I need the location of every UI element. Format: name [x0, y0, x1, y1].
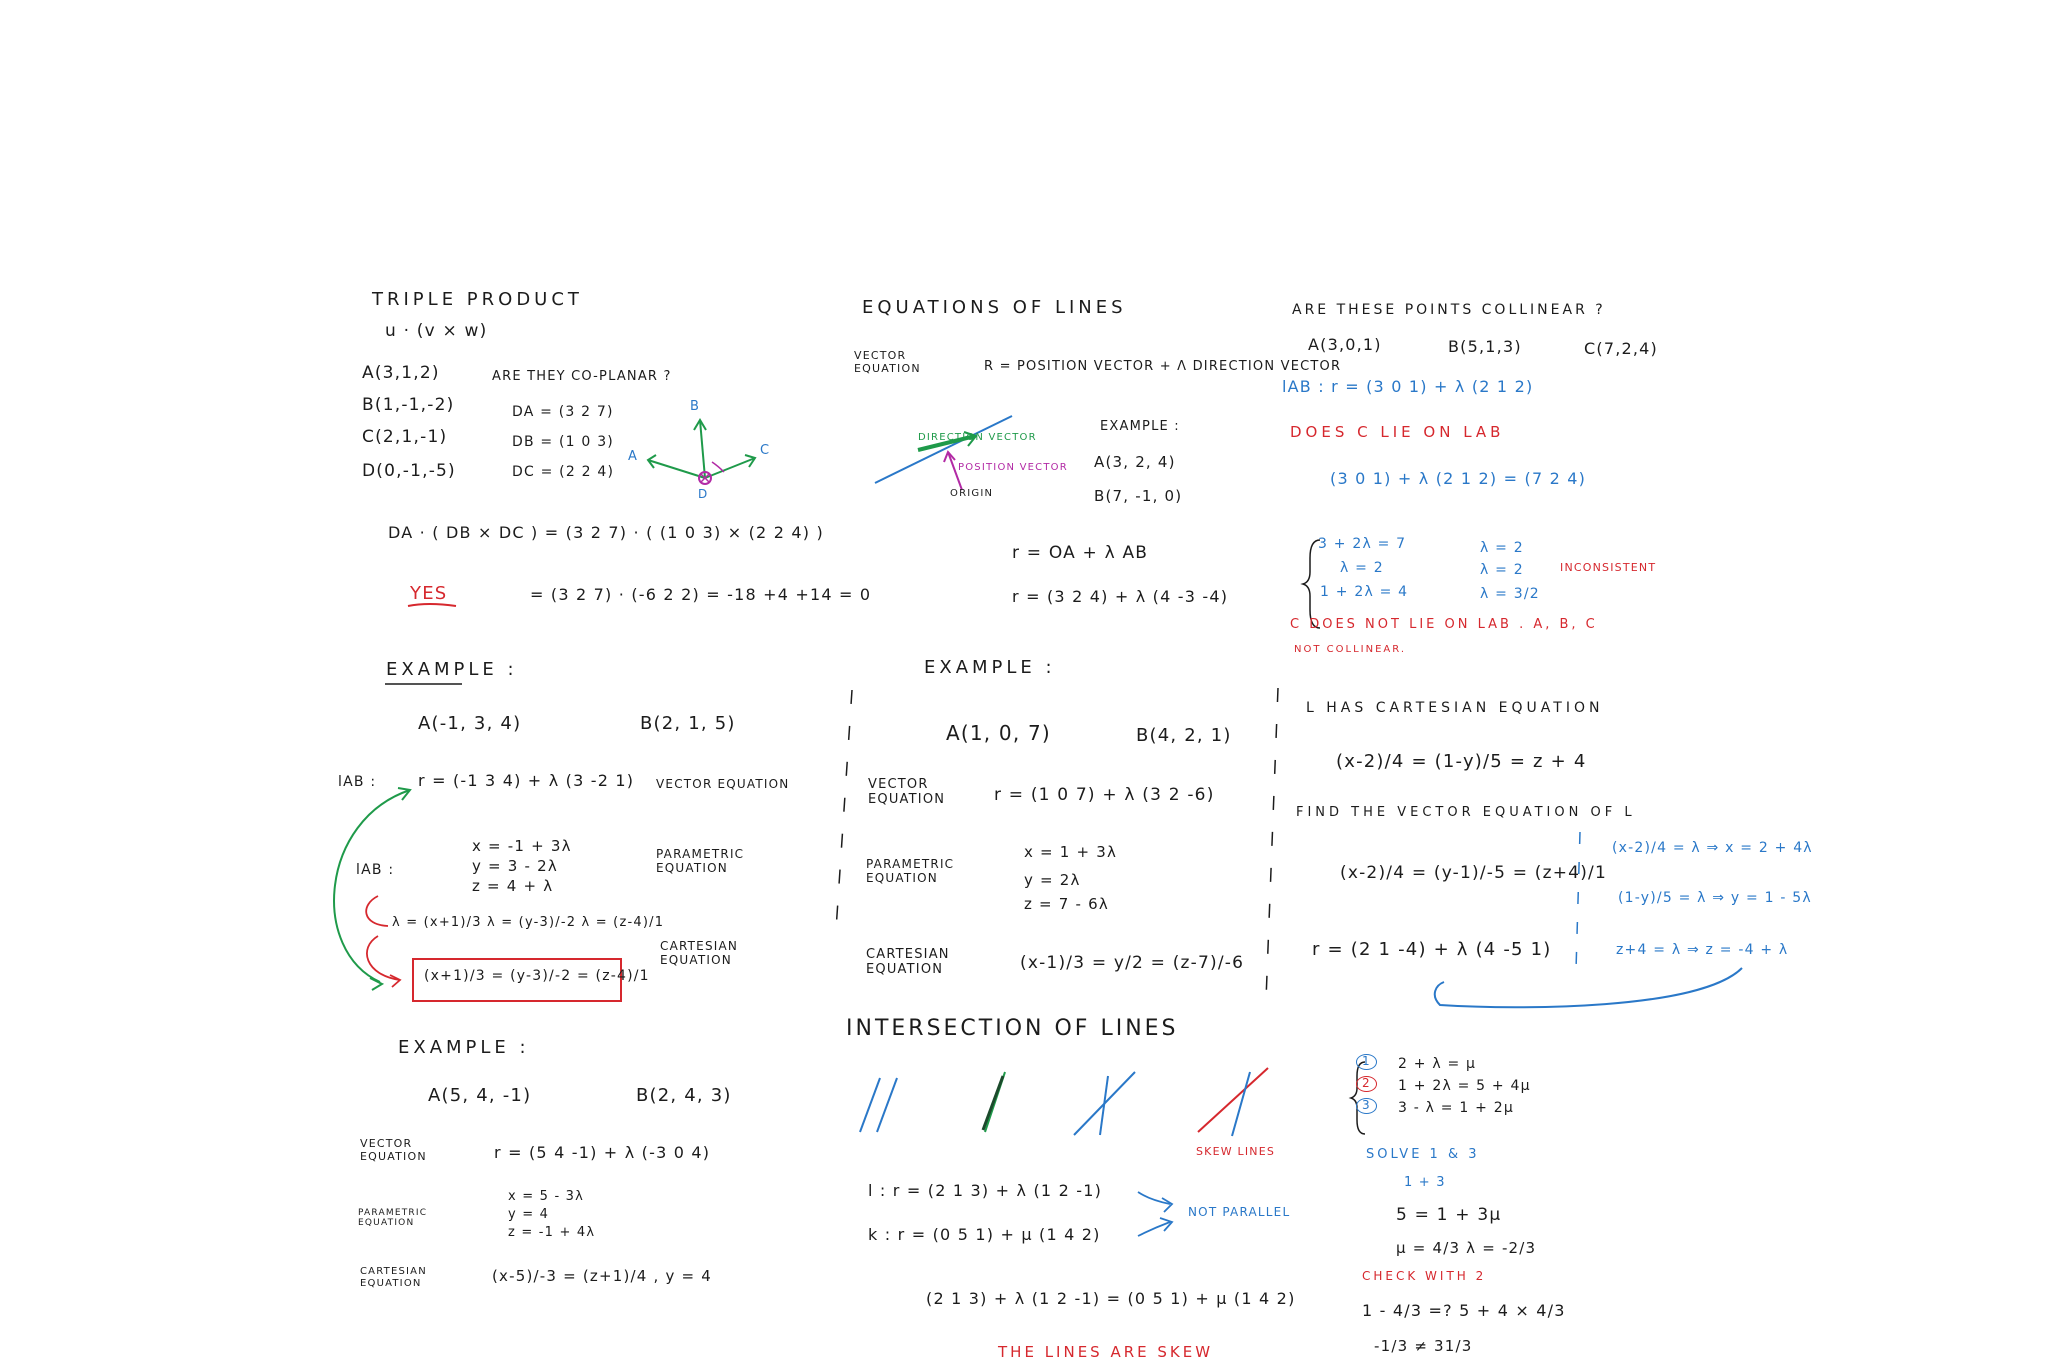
example-2-title: EXAMPLE : [398, 1037, 530, 1058]
vectors-sketch [648, 420, 755, 484]
collinear-point-b: B(5,1,3) [1448, 337, 1522, 356]
collinear-point-a: A(3,0,1) [1308, 335, 1382, 354]
collinear-system-3: 1 + 2λ = 4 [1320, 584, 1409, 600]
point-a: A(3,1,2) [362, 363, 440, 383]
line-l-equation: l : r = (2 1 3) + λ (1 2 -1) [868, 1181, 1103, 1200]
collinear-conclusion-2: NOT COLLINEAR. [1294, 644, 1406, 655]
cartesian-equation-given: (x-2)/4 = (1-y)/5 = z + 4 [1336, 751, 1587, 772]
example-2-vector-eq: r = (5 4 -1) + λ (-3 0 4) [494, 1143, 711, 1162]
vector-equation-label: VECTOR EQUATION [854, 349, 921, 375]
system-eq-3: 3 - λ = 1 + 2μ [1398, 1100, 1514, 1116]
example-1-param-y: y = 3 - 2λ [472, 857, 558, 875]
collinear-lab-equation: lAB : r = (3 0 1) + λ (2 1 2) [1282, 377, 1534, 396]
eq-number-1: 1 [1356, 1054, 1377, 1070]
label-d: D [698, 487, 709, 501]
example-3-point-a: A(1, 0, 7) [946, 721, 1051, 745]
system-eq-1: 2 + λ = μ [1398, 1056, 1477, 1072]
point-b: B(1,-1,-2) [362, 395, 455, 415]
intersection-equation: (2 1 3) + λ (1 2 -1) = (0 5 1) + μ (1 4 2) [926, 1289, 1296, 1308]
example-1-param-z: z = 4 + λ [472, 877, 554, 895]
equations-point-a: A(3, 2, 4) [1094, 453, 1176, 471]
equations-example-title: EXAMPLE : [1100, 419, 1180, 434]
check-line-2: -1/3 ≠ 31/3 [1374, 1337, 1473, 1355]
example-2-param-x: x = 5 - 3λ [508, 1189, 585, 1204]
collinear-title: ARE THESE POINTS COLLINEAR ? [1292, 302, 1606, 318]
collinear-conclusion-1: C DOES NOT LIE ON LAB . A, B, C [1290, 617, 1598, 632]
vector-equation-definition: R = POSITION VECTOR + Λ DIRECTION VECTOR [984, 359, 1342, 374]
example-3-param-z: z = 7 - 6λ [1024, 895, 1109, 913]
cartesian-equation-rewritten: (x-2)/4 = (y-1)/-5 = (z+4)/1 [1340, 863, 1607, 883]
solve-result-2: μ = 4/3 λ = -2/3 [1396, 1239, 1537, 1257]
skew-lines-label: SKEW LINES [1196, 1145, 1276, 1158]
find-vector-equation: FIND THE VECTOR EQUATION OF L [1296, 805, 1636, 820]
solve-combination: 1 + 3 [1404, 1175, 1446, 1190]
triple-product-formula: u · (v × w) [385, 321, 488, 341]
not-parallel-label: NOT PARALLEL [1188, 1205, 1291, 1219]
example-2-param-z: z = -1 + 4λ [508, 1225, 596, 1240]
vector-db: DB = (1 0 3) [512, 434, 614, 450]
triple-calc-1: DA · ( DB × DC ) = (3 2 7) · ( (1 0 3) × (2 2 4) ) [388, 523, 824, 542]
solve-result-1: 5 = 1 + 3μ [1396, 1205, 1502, 1225]
collinear-result-2: λ = 2 [1480, 562, 1524, 578]
position-vector-label: POSITION VECTOR [958, 462, 1068, 473]
vector-dc: DC = (2 2 4) [512, 464, 615, 480]
example-1-param-x: x = -1 + 3λ [472, 837, 572, 855]
blue-step-x: (x-2)/4 = λ ⇒ x = 2 + 4λ [1612, 840, 1813, 856]
example-2-cartesian-label: CARTESIAN EQUATION [360, 1266, 427, 1289]
example-3-point-b: B(4, 2, 1) [1136, 725, 1232, 746]
blue-step-y: (1-y)/5 = λ ⇒ y = 1 - 5λ [1618, 890, 1812, 906]
collinear-point-c: C(7,2,4) [1584, 339, 1658, 358]
example-3-cartesian-eq: (x-1)/3 = y/2 = (z-7)/-6 [1020, 953, 1245, 973]
example-3-param-label: PARAMETRIC EQUATION [866, 857, 955, 885]
example-2-param-label: PARAMETRIC EQUATION [358, 1208, 428, 1229]
collinear-equation: (3 0 1) + λ (2 1 2) = (7 2 4) [1330, 469, 1587, 488]
example-1-vector-label: VECTOR EQUATION [656, 777, 790, 791]
cartesian-vector-result: r = (2 1 -4) + λ (4 -5 1) [1312, 939, 1552, 960]
eq-number-2: 2 [1356, 1076, 1377, 1092]
example-1-title: EXAMPLE : [386, 659, 518, 680]
example-1-param-label: PARAMETRIC EQUATION [656, 847, 745, 875]
point-d: D(0,-1,-5) [362, 461, 456, 481]
solve-instruction: SOLVE 1 & 3 [1366, 1147, 1480, 1162]
example-3-cartesian-label: CARTESIAN EQUATION [866, 947, 950, 977]
example-3-vector-label: VECTOR EQUATION [868, 777, 946, 807]
equations-point-b: B(7, -1, 0) [1094, 487, 1183, 505]
origin-label: ORIGIN [950, 488, 994, 499]
label-a: A [628, 449, 639, 464]
example-1-vector-eq: r = (-1 3 4) + λ (3 -2 1) [418, 771, 635, 790]
example-2-point-a: A(5, 4, -1) [428, 1085, 532, 1106]
check-line-1: 1 - 4/3 =? 5 + 4 × 4/3 [1362, 1301, 1566, 1320]
vector-da: DA = (3 2 7) [512, 404, 614, 420]
eq-number-3: 3 [1356, 1098, 1377, 1114]
example-1-cartesian-eq: (x+1)/3 = (y-3)/-2 = (z-4)/1 [424, 968, 650, 984]
example-3-title: EXAMPLE : [924, 657, 1056, 678]
cartesian-intro: L HAS CARTESIAN EQUATION [1306, 700, 1604, 716]
example-3-vector-eq: r = (1 0 7) + λ (3 2 -6) [994, 785, 1215, 805]
collinear-result-1: λ = 2 [1480, 540, 1524, 556]
equations-r-oa-ab: r = OA + λ AB [1012, 543, 1149, 563]
equations-r-values: r = (3 2 4) + λ (4 -3 -4) [1012, 587, 1229, 606]
blue-step-z: z+4 = λ ⇒ z = -4 + λ [1616, 942, 1789, 958]
inconsistent-label: INCONSISTENT [1560, 561, 1657, 574]
collinear-system-2: λ = 2 [1340, 560, 1384, 576]
example-1-lab-2: lAB : [356, 862, 395, 878]
example-2-cartesian-eq: (x-5)/-3 = (z+1)/4 , y = 4 [492, 1267, 712, 1285]
coplanar-question: ARE THEY CO-PLANAR ? [492, 369, 672, 384]
example-2-param-y: y = 4 [508, 1207, 550, 1222]
label-b: B [690, 399, 701, 414]
collinear-system-1: 3 + 2λ = 7 [1318, 536, 1407, 552]
check-instruction: CHECK WITH 2 [1362, 1269, 1487, 1283]
collinear-question: DOES C LIE ON LAB [1290, 423, 1505, 441]
coplanar-answer: YES [410, 583, 448, 604]
example-1-point-a: A(-1, 3, 4) [418, 713, 522, 734]
direction-vector-label: DIRECTION VECTOR [918, 432, 1037, 443]
equations-of-lines-title: EQUATIONS OF LINES [862, 297, 1127, 318]
example-2-point-b: B(2, 4, 3) [636, 1085, 732, 1106]
line-k-equation: k : r = (0 5 1) + μ (1 4 2) [868, 1225, 1101, 1244]
label-c: C [760, 443, 771, 458]
example-3-param-x: x = 1 + 3λ [1024, 843, 1118, 861]
example-2-vector-label: VECTOR EQUATION [360, 1137, 427, 1163]
collinear-result-3: λ = 3/2 [1480, 586, 1540, 602]
example-1-lab-1: lAB : [338, 774, 377, 790]
example-1-point-b: B(2, 1, 5) [640, 713, 736, 734]
system-eq-2: 1 + 2λ = 5 + 4μ [1398, 1078, 1531, 1094]
point-c: C(2,1,-1) [362, 427, 448, 447]
skew-conclusion: THE LINES ARE SKEW [998, 1343, 1214, 1361]
example-3-param-y: y = 2λ [1024, 871, 1081, 889]
triple-product-title: TRIPLE PRODUCT [372, 289, 583, 310]
intersection-title: INTERSECTION OF LINES [846, 1016, 1179, 1041]
triple-calc-2: = (3 2 7) · (-6 2 2) = -18 +4 +14 = 0 [530, 585, 872, 604]
example-1-cartesian-label: CARTESIAN EQUATION [660, 939, 739, 967]
example-1-lambda-eqs: λ = (x+1)/3 λ = (y-3)/-2 λ = (z-4)/1 [392, 915, 665, 930]
